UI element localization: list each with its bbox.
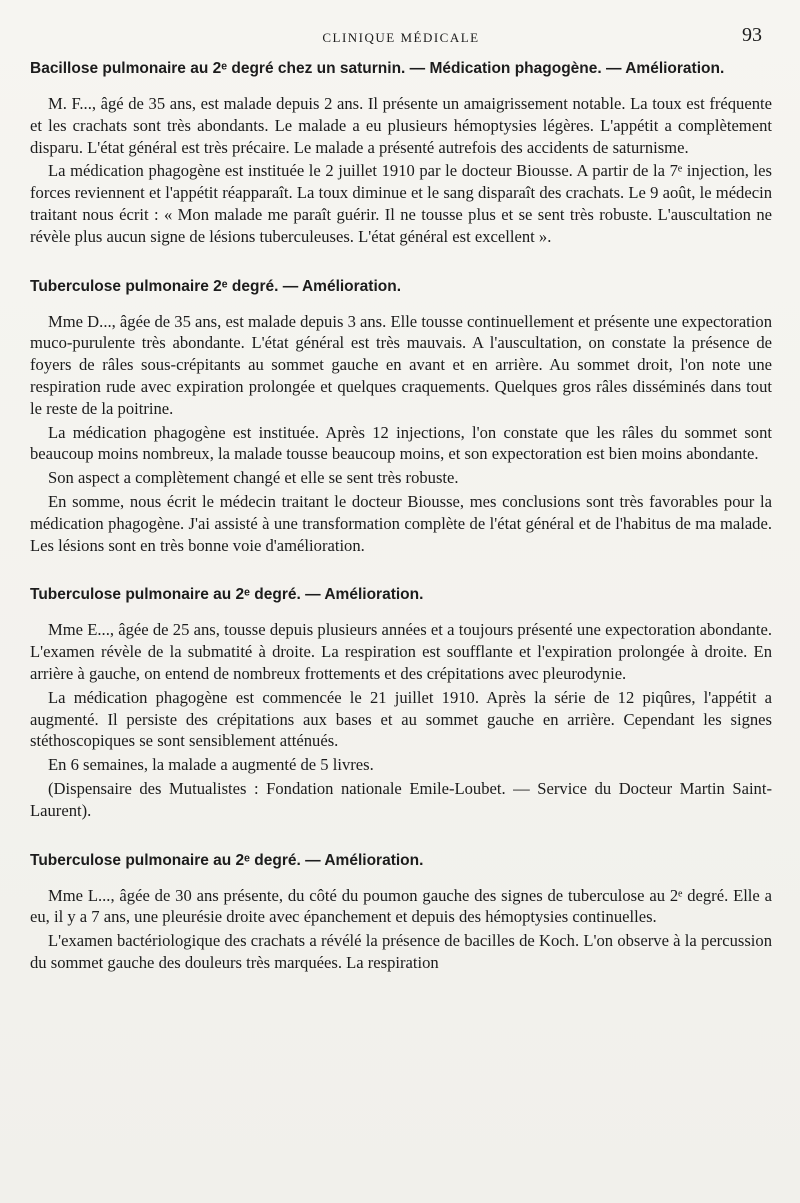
case-paragraph: Mme D..., âgée de 35 ans, est malade depuis 3 ans. Elle tousse continuellement et présente une expectoration muco-purulente très abondante. L'état général est très mauvais. A l'auscultation, on constate la présence de foyers de râles sous-crépitants au sommet gauche en avant et en arrière. Au sommet droit, l'on note une respiration rude avec expiration prolongée et quelques craquements. Quelques gros râles disséminés dans tout le reste de la poitrine.	[30, 311, 772, 418]
case-paragraph: La médication phagogène est instituée. Après 12 injections, l'on constate que les râles du sommet sont beaucoup moins nombreux, la malade tousse beaucoup moins, et son expectoration est bien moins abondante.	[30, 422, 772, 464]
case-section	[30, 584, 772, 821]
running-header	[30, 22, 772, 58]
case-title: Tuberculose pulmonaire 2ᵉ degré. — Amélioration.	[30, 277, 402, 295]
case-paragraph: La médication phagogène est commencée le 21 juillet 1910. Après la série de 12 piqûres, l'appétit a augmenté. Il persiste des crépitations aux bases et au sommet gauche en arrière. Cependant les signes stéthoscopiques se sont sensiblement atténués.	[30, 687, 772, 751]
case-title: Tuberculose pulmonaire au 2ᵉ degré. — Amélioration.	[30, 586, 424, 604]
case-paragraph: M. F..., âgé de 35 ans, est malade depuis 2 ans. Il présente un amaigrissement notable. La toux est fréquente et les crachats sont très abondants. Le malade a eu plusieurs hémoptysies légères. L'appétit a complètement disparu. L'état général est très précaire. Le malade a présenté autrefois des accidents de saturnisme.	[30, 94, 772, 157]
case-paragraph: L'examen bactériologique des crachats a révélé la présence de bacilles de Koch. L'on observe à la percussion du sommet gauche des douleurs très marquées. La respiration	[30, 931, 772, 972]
case-paragraph: Son aspect a complètement changé et elle se sent très robuste.	[48, 468, 459, 488]
case-paragraph: La médication phagogène est instituée le 2 juillet 1910 par le docteur Biousse. A partir de la 7ᵉ injection, les forces reviennent et l'appétit réapparaît. La toux diminue et le sang disparaît des crachats. Le 9 août, le médecin traitant nous écrit : « Mon malade me paraît guérir. Il ne tousse plus et se sent très robuste. L'auscultation ne révèle plus aucun signe de lésions tuberculeuses. L'état général est excellent ».	[30, 161, 772, 246]
case-paragraph: Mme L..., âgée de 30 ans présente, du côté du poumon gauche des signes de tuberculose au 2ᵉ degré. Elle a eu, il y a 7 ans, une pleurésie droite avec épanchement et depuis des hémoptysies continuelles.	[30, 885, 772, 927]
running-title: CLINIQUE MÉDICALE	[322, 30, 480, 45]
page-number: 93	[742, 24, 762, 46]
case-paragraph: En somme, nous écrit le médecin traitant le docteur Biousse, mes conclusions sont très favorables pour la médication phagogène. J'ai assisté à une transformation complète de l'état général et de l'habitus de ma malade. Les lésions sont en très bonne voie d'amélioration.	[30, 491, 772, 555]
case-section	[30, 58, 772, 248]
case-paragraph: Mme E..., âgée de 25 ans, tousse depuis plusieurs années et a toujours présenté une expectoration abondante. L'examen révèle de la submatité à droite. La respiration est soufflante et l'expiration prolongée à droite. En arrière à gauche, on entend de nombreux frottements et des crépitations avec pleurodynie.	[30, 620, 772, 683]
case-section	[30, 850, 772, 974]
case-title: Bacillose pulmonaire au 2ᵉ degré chez un saturnin. — Médication phagogène. — Amélioration.	[30, 60, 725, 77]
case-section	[30, 276, 772, 557]
case-paragraph: (Dispensaire des Mutualistes : Fondation nationale Emile-Loubet. — Service du Docteur Martin Saint-Laurent).	[30, 778, 772, 820]
case-paragraph: En 6 semaines, la malade a augmenté de 5 livres.	[48, 755, 374, 775]
case-title: Tuberculose pulmonaire au 2ᵉ degré. — Amélioration.	[30, 851, 424, 869]
